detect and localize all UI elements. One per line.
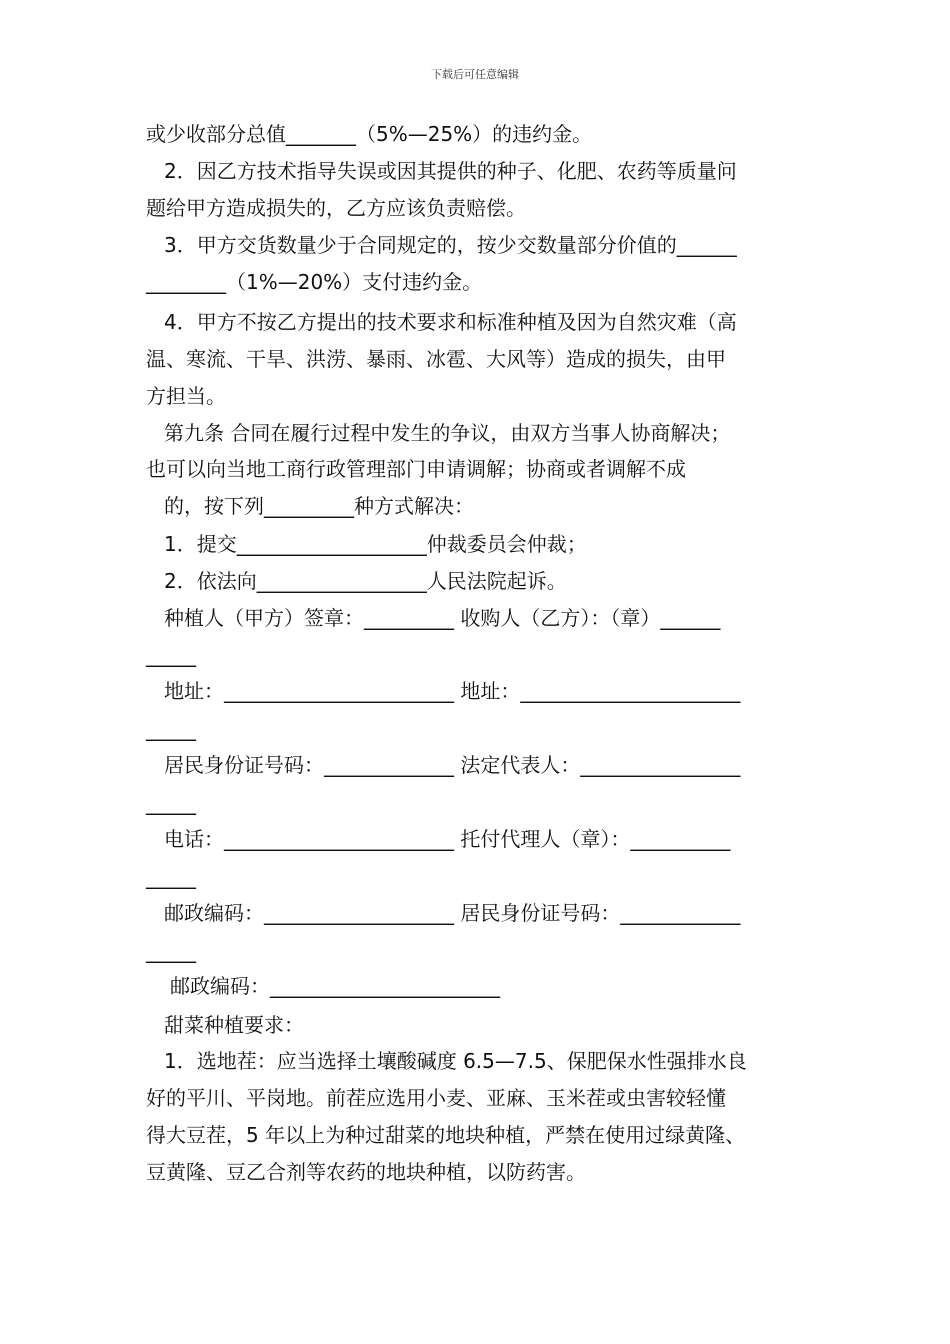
page-header: 下载后可任意编辑: [431, 68, 519, 81]
text-line: 也可以向当地工商行政管理部门申请调解；协商或者调解不成: [146, 457, 686, 481]
text-line: 1．选地茬：应当选择土壤酸碱度 6.5—7.5、保肥保水性强排水良: [164, 1049, 747, 1073]
text-line: 豆黄隆、豆乙合剂等农药的地块种植，以防药害。: [146, 1160, 586, 1184]
text-line: _____: [146, 865, 196, 889]
text-line: 种植人（甲方）签章：_________ 收购人（乙方）：（章）______: [164, 606, 721, 630]
text-line: 邮政编码：___________________ 居民身份证号码：____________: [164, 901, 741, 925]
text-line: 电话：_______________________ 托付代理人（章）：__________: [164, 827, 731, 851]
text-line: 方担当。: [146, 384, 226, 408]
text-line: _____: [146, 643, 196, 667]
text-line: 温、寒流、干旱、洪涝、暴雨、冰雹、大风等）造成的损失，由甲: [146, 347, 726, 371]
text-line: 邮政编码：_______________________: [170, 974, 500, 998]
text-line: 2．依法向_________________人民法院起诉。: [164, 569, 567, 593]
text-line: 3．甲方交货数量少于合同规定的，按少交数量部分价值的______: [164, 233, 737, 257]
text-line: _____: [146, 939, 196, 963]
text-line: 题给甲方造成损失的，乙方应该负责赔偿。: [146, 196, 526, 220]
text-line: 地址：_______________________ 地址：______________________: [164, 679, 741, 703]
text-line: 或少收部分总值_______（5%—25%）的违约金。: [146, 122, 593, 146]
text-line: _____: [146, 717, 196, 741]
text-line: ________（1%—20%）支付违约金。: [146, 270, 483, 294]
text-line: 第九条 合同在履行过程中发生的争议，由双方当事人协商解决；: [164, 421, 731, 445]
text-line: 居民身份证号码：_____________ 法定代表人：________________: [164, 753, 741, 777]
text-line: 得大豆茬，5 年以上为种过甜菜的地块种植，严禁在使用过绿黄隆、: [146, 1123, 746, 1147]
text-line: _____: [146, 791, 196, 815]
text-line: 2．因乙方技术指导失误或因其提供的种子、化肥、农药等质量问: [164, 159, 737, 183]
text-line: 4．甲方不按乙方提出的技术要求和标准种植及因为自然灾难（高: [164, 310, 737, 334]
text-line: 的，按下列_________种方式解决：: [164, 494, 474, 518]
text-line: 甜菜种植要求：: [164, 1013, 304, 1037]
text-line: 好的平川、平岗地。前茬应选用小麦、亚麻、玉米茬或虫害较轻懂: [146, 1086, 726, 1110]
text-line: 1．提交___________________仲裁委员会仲裁；: [164, 532, 587, 556]
